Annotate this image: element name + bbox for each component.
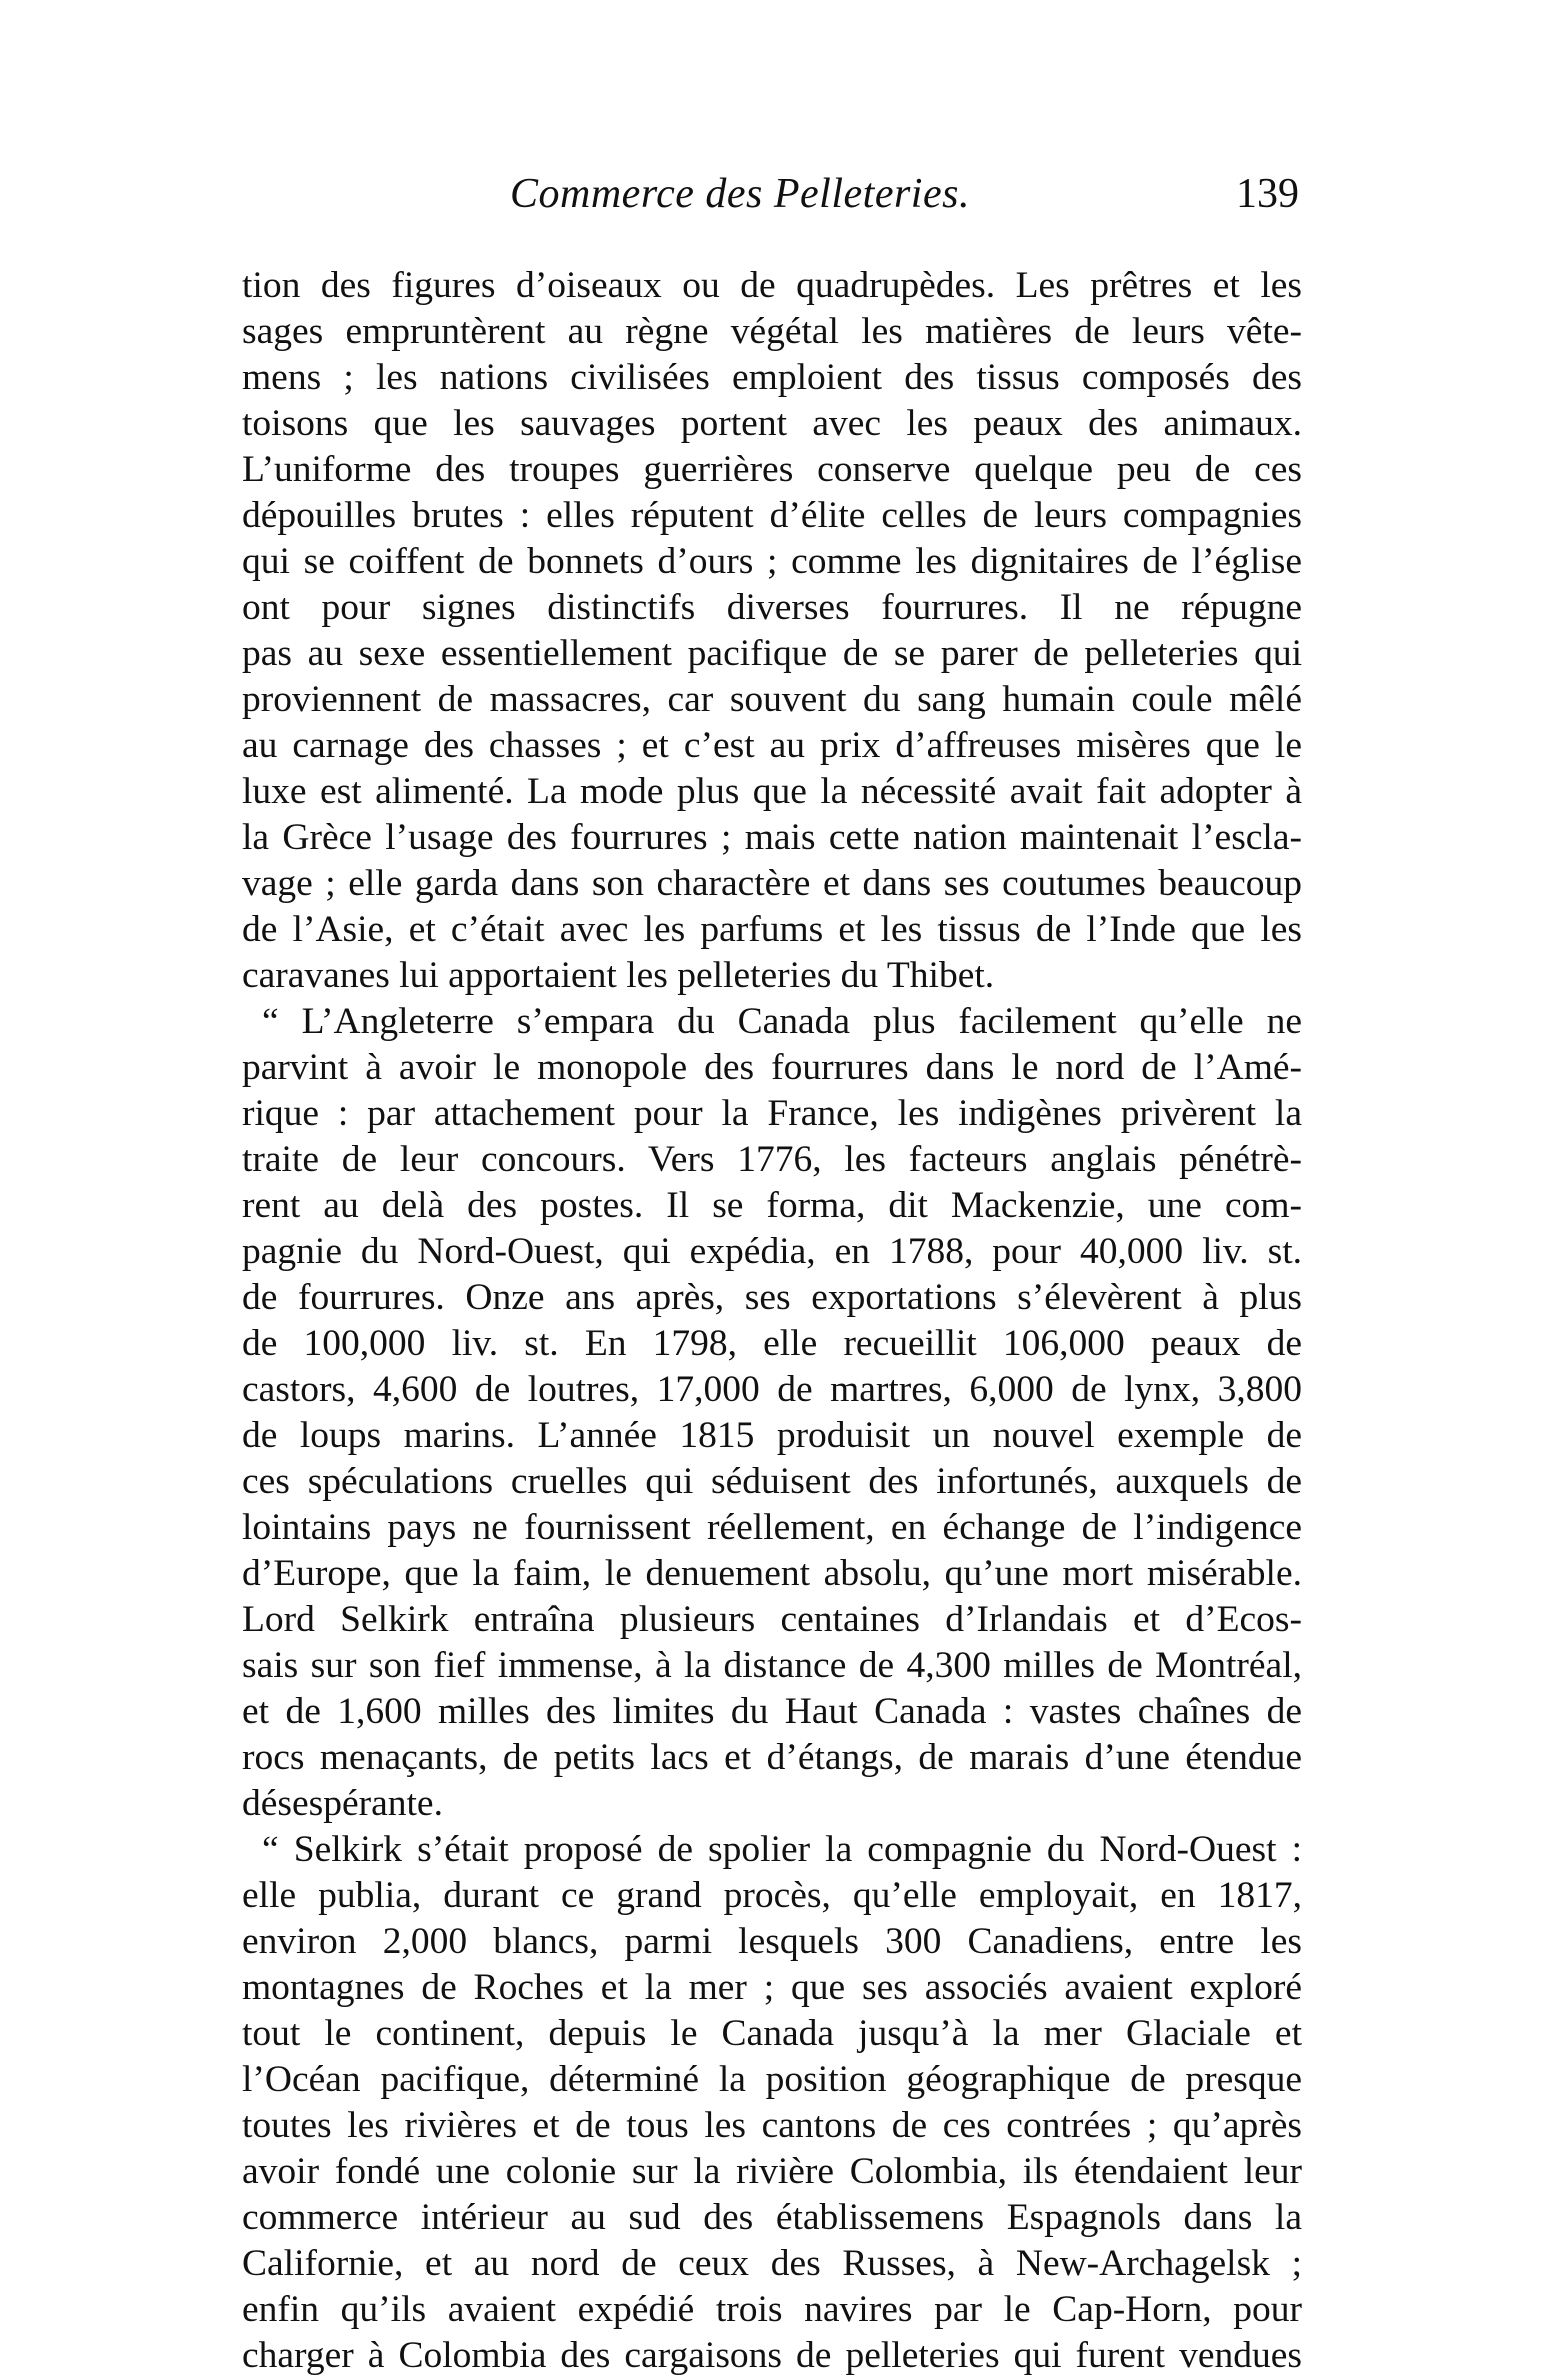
text-line: avoir fondé une colonie sur la rivière Colombia, ils étendaient leur bbox=[242, 2151, 1302, 2192]
text-line: mens ; les nations civilisées emploient des tissus composés des bbox=[242, 357, 1302, 398]
paragraph-start-line: “ L’Angleterre s’empara du Canada plus facilement qu’elle ne bbox=[262, 1001, 1302, 1042]
text-line: rocs menaçants, de petits lacs et d’étangs, de marais d’une étendue bbox=[242, 1737, 1302, 1778]
text-line: sais sur son fief immense, à la distance de 4,300 milles de Montréal, bbox=[242, 1645, 1302, 1686]
text-line: la Grèce l’usage des fourrures ; mais cette nation maintenait l’escla- bbox=[242, 817, 1302, 858]
text-line: pas au sexe essentiellement pacifique de se parer de pelleteries qui bbox=[242, 633, 1302, 674]
text-line: traite de leur concours. Vers 1776, les facteurs anglais pénétrè- bbox=[242, 1139, 1302, 1180]
text-line: castors, 4,600 de loutres, 17,000 de martres, 6,000 de lynx, 3,800 bbox=[242, 1369, 1302, 1410]
text-line: commerce intérieur au sud des établissemens Espagnols dans la bbox=[242, 2197, 1302, 2238]
text-line: rent au delà des postes. Il se forma, dit Mackenzie, une com- bbox=[242, 1185, 1302, 1226]
text-line: de fourrures. Onze ans après, ses exportations s’élevèrent à plus bbox=[242, 1277, 1302, 1318]
text-line: lointains pays ne fournissent réellement, en échange de l’indigence bbox=[242, 1507, 1302, 1548]
text-line: toisons que les sauvages portent avec les peaux des animaux. bbox=[242, 403, 1302, 444]
page-number: 139 bbox=[1236, 171, 1299, 217]
text-line: rique : par attachement pour la France, les indigènes privèrent la bbox=[242, 1093, 1302, 1134]
paragraph-start-line: “ Selkirk s’était proposé de spolier la compagnie du Nord-Ouest : bbox=[262, 1829, 1302, 1870]
text-line: luxe est alimenté. La mode plus que la nécessité avait fait adopter à bbox=[242, 771, 1302, 812]
text-line: tout le continent, depuis le Canada jusqu’à la mer Glaciale et bbox=[242, 2013, 1302, 2054]
text-line: ont pour signes distinctifs diverses fourrures. Il ne répugne bbox=[242, 587, 1302, 628]
text-line: charger à Colombia des cargaisons de pelleteries qui furent vendues bbox=[242, 2335, 1302, 2376]
text-line: proviennent de massacres, car souvent du sang humain coule mêlé bbox=[242, 679, 1302, 720]
text-line: elle publia, durant ce grand procès, qu’elle employait, en 1817, bbox=[242, 1875, 1302, 1916]
text-line: de loups marins. L’année 1815 produisit un nouvel exemple de bbox=[242, 1415, 1302, 1456]
text-line: enfin qu’ils avaient expédié trois navires par le Cap-Horn, pour bbox=[242, 2289, 1302, 2330]
text-line: et de 1,600 milles des limites du Haut Canada : vastes chaînes de bbox=[242, 1691, 1302, 1732]
text-line: L’uniforme des troupes guerrières conserve quelque peu de ces bbox=[242, 449, 1302, 490]
text-line: vage ; elle garda dans son charactère et dans ses coutumes beaucoup bbox=[242, 863, 1302, 904]
text-line: de 100,000 liv. st. En 1798, elle recueillit 106,000 peaux de bbox=[242, 1323, 1302, 1364]
text-line: qui se coiffent de bonnets d’ours ; comme les dignitaires de l’église bbox=[242, 541, 1302, 582]
text-line: toutes les rivières et de tous les cantons de ces contrées ; qu’après bbox=[242, 2105, 1302, 2146]
text-line: dépouilles brutes : elles réputent d’élite celles de leurs compagnies bbox=[242, 495, 1302, 536]
running-title: Commerce des Pelleteries. bbox=[510, 171, 970, 217]
text-line: montagnes de Roches et la mer ; que ses associés avaient exploré bbox=[242, 1967, 1302, 2008]
text-line: désespérante. bbox=[242, 1783, 443, 1824]
text-line: sages empruntèrent au règne végétal les matières de leurs vête- bbox=[242, 311, 1302, 352]
text-line: Lord Selkirk entraîna plusieurs centaines d’Irlandais et d’Ecos- bbox=[242, 1599, 1302, 1640]
text-line: l’Océan pacifique, déterminé la position géographique de presque bbox=[242, 2059, 1302, 2100]
text-line: au carnage des chasses ; et c’est au prix d’affreuses misères que le bbox=[242, 725, 1302, 766]
text-line: ces spéculations cruelles qui séduisent des infortunés, auxquels de bbox=[242, 1461, 1302, 1502]
text-line: d’Europe, que la faim, le denuement absolu, qu’une mort misérable. bbox=[242, 1553, 1302, 1594]
text-line: pagnie du Nord-Ouest, qui expédia, en 1788, pour 40,000 liv. st. bbox=[242, 1231, 1302, 1272]
text-line: environ 2,000 blancs, parmi lesquels 300 Canadiens, entre les bbox=[242, 1921, 1302, 1962]
text-line: caravanes lui apportaient les pelleteries du Thibet. bbox=[242, 955, 995, 996]
text-line: Californie, et au nord de ceux des Russes, à New-Archagelsk ; bbox=[242, 2243, 1302, 2284]
text-line: tion des figures d’oiseaux ou de quadrupèdes. Les prêtres et les bbox=[242, 265, 1302, 306]
text-line: parvint à avoir le monopole des fourrures dans le nord de l’Amé- bbox=[242, 1047, 1302, 1088]
text-line: de l’Asie, et c’était avec les parfums et les tissus de l’Inde que les bbox=[242, 909, 1302, 950]
